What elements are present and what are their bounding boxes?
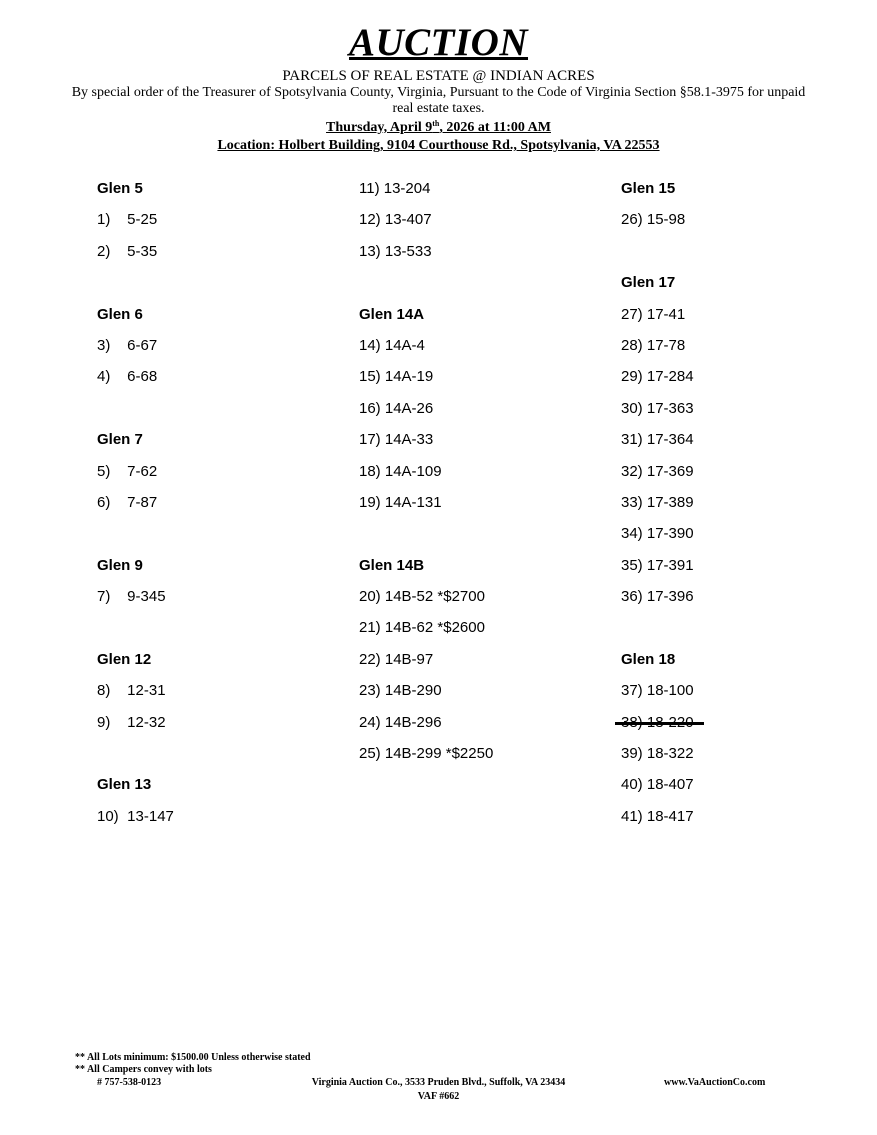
parcel-number: 33) <box>621 493 643 511</box>
parcel-entry <box>97 714 166 731</box>
parcel-id: 17-284 <box>646 368 694 386</box>
parcel-entry <box>621 588 694 605</box>
parcel-item <box>621 675 871 706</box>
page-title: AUCTION <box>348 21 529 64</box>
parcel-number: 8) <box>97 682 111 700</box>
parcel-id: 9-345 <box>127 588 166 606</box>
parcel-entry <box>359 619 485 636</box>
glen-heading: Glen 14A <box>359 305 425 323</box>
parcel-id: 13-533 <box>384 242 432 260</box>
auction-date-time: , 2026 at 11:00 AM <box>439 120 551 135</box>
parcel-id: 6-68 <box>127 368 158 386</box>
parcel-number: 12) <box>359 211 381 229</box>
parcel-item <box>621 456 871 487</box>
parcel-item <box>621 330 871 361</box>
parcel-id: 13-204 <box>383 180 431 197</box>
parcel-item <box>621 550 871 581</box>
campers-note: ** All Campers convey with lots <box>75 1064 212 1075</box>
parcel-entry <box>359 714 442 731</box>
parcel-id: 14B-299 *$2250 <box>384 745 494 763</box>
parcel-id: 17-363 <box>646 399 694 417</box>
parcel-item <box>359 707 609 738</box>
parcel-number: 24) <box>359 713 381 731</box>
parcel-id: 12-31 <box>127 682 166 700</box>
parcel-number: 36) <box>621 588 643 606</box>
parcel-number: 32) <box>621 462 643 480</box>
parcel-column-2 <box>359 173 609 769</box>
spacer-row <box>621 236 871 267</box>
parcel-id: 7-87 <box>127 493 158 511</box>
parcel-number: 23) <box>359 682 381 700</box>
parcel-item <box>621 487 871 518</box>
parcel-id: 17-369 <box>646 462 694 480</box>
parcel-id: 14B-62 *$2600 <box>384 619 485 637</box>
parcel-number: 18) <box>359 462 381 480</box>
parcel-item <box>621 361 871 392</box>
parcel-entry <box>359 494 442 511</box>
parcel-item <box>359 675 609 706</box>
parcel-item-struck <box>621 707 871 738</box>
parcel-id: 17-389 <box>646 493 694 511</box>
parcel-item <box>359 644 609 675</box>
parcel-item <box>97 675 347 706</box>
glen-heading: Glen 7 <box>97 431 143 449</box>
parcel-item <box>97 236 347 267</box>
parcel-entry <box>97 588 166 605</box>
parcel-number: 1) <box>97 211 111 229</box>
parcel-id: 7-62 <box>127 462 158 480</box>
glen-heading: Glen 17 <box>621 274 676 292</box>
parcel-entry <box>97 682 166 699</box>
parcel-item <box>359 738 609 769</box>
parcel-number: 22) <box>359 650 381 668</box>
parcel-number: 16) <box>359 399 381 417</box>
license-number: VAF #662 <box>417 1091 460 1102</box>
parcel-entry <box>621 557 694 574</box>
parcel-item <box>621 204 871 235</box>
parcel-number: 13) <box>359 242 381 260</box>
parcel-id: 5-25 <box>127 211 158 229</box>
parcel-number: 15) <box>359 368 381 386</box>
parcel-entry <box>359 337 425 354</box>
parcel-entry <box>621 211 685 228</box>
parcel-number: 17) <box>359 431 381 449</box>
parcel-item <box>97 801 347 832</box>
parcel-item <box>97 707 347 738</box>
parcel-entry <box>621 745 694 762</box>
glen-heading: Glen 13 <box>97 776 152 794</box>
parcel-entry <box>97 494 157 511</box>
parcel-item <box>621 393 871 424</box>
parcel-id: 6-67 <box>127 336 158 354</box>
parcel-item <box>359 612 609 643</box>
parcel-number: 10) <box>97 807 119 825</box>
parcel-number: 14) <box>359 336 381 354</box>
parcel-entry <box>621 808 694 825</box>
parcel-entry <box>359 588 485 605</box>
glen-heading: Glen 9 <box>97 556 143 574</box>
glen-heading: Glen 6 <box>97 305 143 323</box>
parcel-number: 41) <box>621 807 643 825</box>
parcel-number: 9) <box>97 713 111 731</box>
parcel-entry <box>359 243 432 260</box>
website: www.VaAuctionCo.com <box>664 1077 766 1088</box>
parcel-entry <box>359 368 433 385</box>
parcel-item <box>621 299 871 330</box>
parcel-id: 14A-33 <box>384 431 434 449</box>
minimum-note: ** All Lots minimum: $1500.00 Unless otherwise stated <box>75 1052 311 1063</box>
parcel-id: 13-407 <box>384 211 432 229</box>
subtitle: PARCELS OF REAL ESTATE @ INDIAN ACRES <box>282 68 595 84</box>
glen-heading: Glen 12 <box>97 650 152 668</box>
parcel-id: 14A-109 <box>384 462 442 480</box>
parcel-id: 18-220 <box>646 713 694 731</box>
parcel-item <box>621 801 871 832</box>
parcel-item <box>359 424 609 455</box>
parcel-number: 21) <box>359 619 381 637</box>
parcel-id: 17-41 <box>646 305 686 323</box>
glen-heading: Glen 15 <box>621 180 676 197</box>
parcel-id: 14A-19 <box>384 368 434 386</box>
parcel-number: 34) <box>621 525 643 543</box>
parcel-entry <box>359 651 433 668</box>
spacer-row <box>359 518 609 549</box>
parcel-entry <box>97 368 157 385</box>
parcel-id: 14B-296 <box>384 713 442 731</box>
parcel-id: 14A-131 <box>384 493 442 511</box>
parcel-item <box>97 330 347 361</box>
spacer-row <box>97 393 347 424</box>
parcel-id: 14B-52 *$2700 <box>384 588 485 606</box>
parcel-entry <box>359 211 432 228</box>
parcel-entry <box>97 243 157 260</box>
parcel-entry <box>359 682 442 699</box>
spacer-row <box>97 738 347 769</box>
parcel-entry <box>621 368 694 385</box>
parcel-item <box>97 581 347 612</box>
spacer-row <box>97 612 347 643</box>
phone-number: # 757-538-0123 <box>97 1077 162 1088</box>
parcel-id: 18-322 <box>646 745 694 763</box>
parcel-item <box>621 738 871 769</box>
parcel-id: 15-98 <box>646 211 686 229</box>
parcel-id: 13-147 <box>127 807 174 825</box>
parcel-id: 14A-26 <box>384 399 434 417</box>
parcel-number: 39) <box>621 745 643 763</box>
parcel-id: 17-390 <box>646 525 694 543</box>
parcel-number: 38) <box>621 713 643 731</box>
parcel-item <box>359 330 609 361</box>
parcel-item <box>359 393 609 424</box>
parcel-id: 17-391 <box>646 556 694 574</box>
parcel-item <box>97 487 347 518</box>
parcel-id: 12-32 <box>127 713 166 731</box>
parcel-entry <box>621 431 694 448</box>
parcel-entry <box>97 337 157 354</box>
glen-heading: Glen 18 <box>621 650 676 668</box>
parcel-number: 29) <box>621 368 643 386</box>
parcel-item <box>359 236 609 267</box>
parcel-entry <box>621 707 694 738</box>
auction-date-main: Thursday, April 9 <box>326 120 433 135</box>
parcel-entry <box>621 776 694 793</box>
parcel-item <box>359 173 609 204</box>
glen-heading: Glen 5 <box>97 180 143 197</box>
parcel-entry <box>621 306 685 323</box>
parcel-number: 27) <box>621 305 643 323</box>
parcel-item <box>359 487 609 518</box>
parcel-entry <box>621 337 685 354</box>
parcel-entry <box>359 745 493 762</box>
parcel-number: 11) <box>359 180 380 197</box>
parcel-entry <box>621 525 694 542</box>
parcel-item <box>359 361 609 392</box>
auction-location: Location: Holbert Building, 9104 Courthouse Rd., Spotsylvania, VA 22553 <box>217 138 660 153</box>
parcel-item <box>359 581 609 612</box>
parcel-item <box>621 424 871 455</box>
footer <box>0 1052 877 1112</box>
parcel-entry <box>97 808 174 825</box>
parcel-number: 28) <box>621 336 643 354</box>
parcel-number: 35) <box>621 556 643 574</box>
parcel-number: 3) <box>97 336 111 354</box>
parcel-id: 14B-97 <box>384 650 434 668</box>
parcel-number: 20) <box>359 588 381 606</box>
parcel-id: 17-396 <box>646 588 694 606</box>
company-address: Virginia Auction Co., 3533 Pruden Blvd., Suffolk, VA 23434 <box>311 1077 566 1088</box>
parcel-number: 26) <box>621 211 643 229</box>
parcel-item <box>621 518 871 549</box>
parcel-entry <box>621 494 694 511</box>
spacer-row <box>97 518 347 549</box>
parcel-number: 31) <box>621 431 643 449</box>
parcel-entry <box>97 211 157 228</box>
parcel-item <box>359 204 609 235</box>
parcel-number: 19) <box>359 493 381 511</box>
spacer-row <box>621 612 871 643</box>
parcel-entry <box>621 682 694 699</box>
parcel-entry <box>359 463 442 480</box>
auction-date-ordinal: th <box>432 119 440 128</box>
parcel-id: 5-35 <box>127 242 158 260</box>
parcel-id: 18-100 <box>646 682 694 700</box>
parcel-entry <box>621 463 694 480</box>
parcel-entry <box>359 180 430 197</box>
parcel-number: 4) <box>97 368 111 386</box>
parcel-item <box>97 456 347 487</box>
parcel-number: 25) <box>359 745 381 763</box>
parcel-id: 17-364 <box>646 431 694 449</box>
header <box>0 22 877 155</box>
parcel-number: 40) <box>621 776 643 794</box>
parcel-item <box>621 769 871 800</box>
parcel-id: 14B-290 <box>384 682 442 700</box>
parcel-entry <box>359 431 433 448</box>
parcel-item <box>621 581 871 612</box>
intro-text: By special order of the Treasurer of Spotsylvania County, Virginia, Pursuant to the Code of Virginia Section §58.1-3975 for unpaid real estate taxes. <box>71 85 806 116</box>
spacer-row <box>97 267 347 298</box>
parcel-id: 17-78 <box>646 336 686 354</box>
parcel-id: 14A-4 <box>384 336 425 354</box>
parcel-number: 7) <box>97 588 111 606</box>
parcel-number: 5) <box>97 462 111 480</box>
parcel-number: 2) <box>97 242 111 260</box>
parcel-column-1 <box>97 173 347 832</box>
parcel-number: 30) <box>621 399 643 417</box>
parcel-item <box>97 361 347 392</box>
glen-heading: Glen 14B <box>359 556 425 574</box>
parcel-entry <box>359 400 433 417</box>
parcel-column-3 <box>621 173 871 832</box>
spacer-row <box>359 267 609 298</box>
parcel-id: 18-417 <box>646 807 694 825</box>
auction-date <box>0 119 877 137</box>
parcel-item <box>359 456 609 487</box>
parcel-item <box>97 204 347 235</box>
parcel-entry <box>97 463 157 480</box>
parcel-number: 37) <box>621 682 643 700</box>
parcel-number: 6) <box>97 493 111 511</box>
parcel-id: 18-407 <box>646 776 694 794</box>
parcel-entry <box>621 400 694 417</box>
